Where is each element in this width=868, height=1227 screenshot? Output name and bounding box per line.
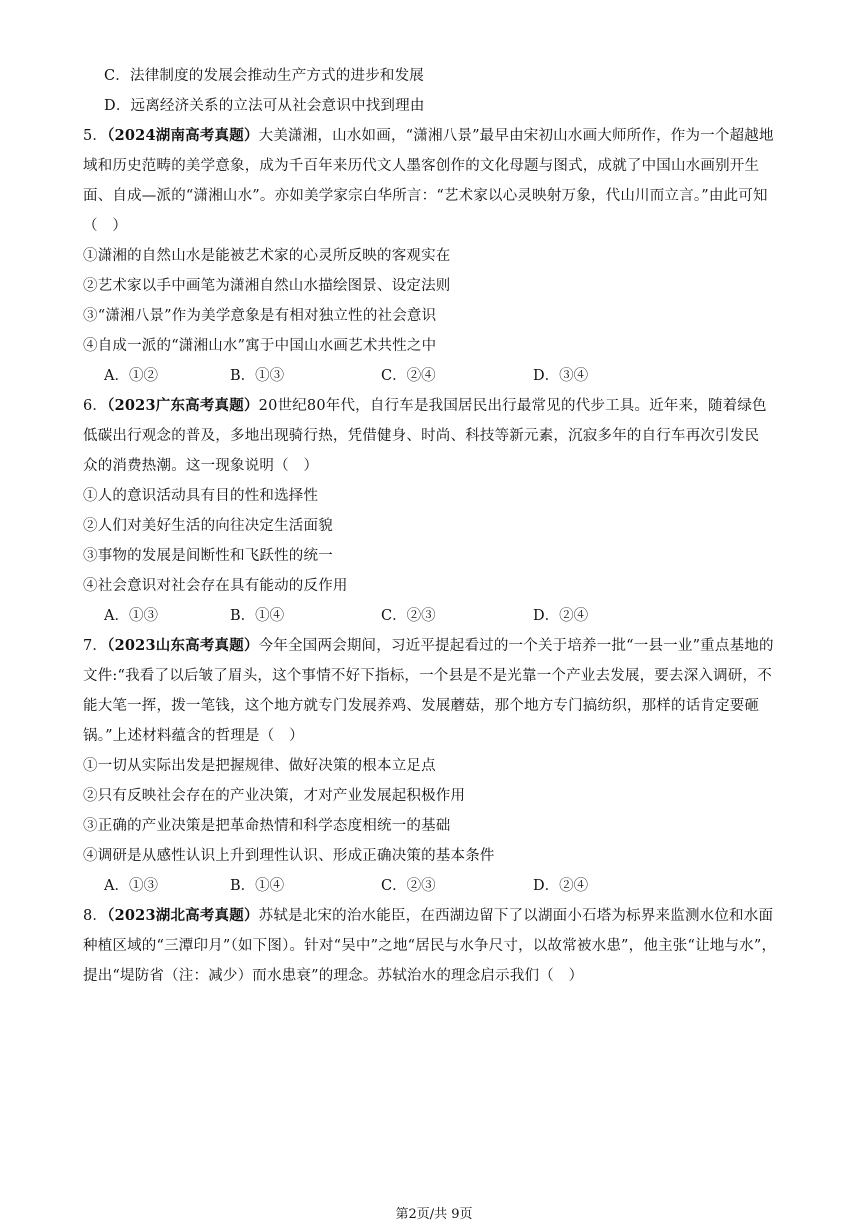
question-source: （2024湖南高考真题） [107,127,259,144]
question-5-line: 域和历史范畴的美学意象，成为千百年来历代文人墨客创作的文化母题与图式，成就了中国山水画别开生 [83,158,760,174]
statement-line: ③正确的产业决策是把革命热情和科学态度相统一的基础 [83,818,451,834]
statement-line: ②人们对美好生活的向往决定生活面貌 [83,518,333,534]
page-footer: 第2页/共 9页 [395,1207,473,1222]
option-d: D．②④ [533,608,589,624]
question-source: （2023湖北高考真题） [107,907,259,924]
question-number: 7． [83,638,108,654]
question-7-line [83,636,774,656]
option-b: B．①③ [230,368,285,384]
statement-line: ①潇湘的自然山水是能被艺术家的心灵所反映的客观实在 [83,248,451,264]
question-source: （2023广东高考真题） [107,397,259,414]
statement-line: ①人的意识活动具有目的性和选择性 [83,488,319,504]
question-text: 大美潇湘，山水如画，“潇湘八景”最早由宋初山水画大师所作，作为一个超越地 [258,128,774,144]
option-line: D．远离经济关系的立法可从社会意识中找到理由 [104,98,425,114]
option-b: B．①④ [230,878,285,894]
question-number: 6． [83,398,108,414]
question-number: 8． [83,908,108,924]
question-7-line: 文件:“我看了以后皱了眉头，这个事情不好下指标，一个县是不是光靠一个产业去发展，要去深入调研，不 [83,668,772,684]
option-c: C．②④ [381,368,436,384]
option-d: D．②④ [533,878,589,894]
question-6-line [83,396,767,416]
question-8-line [83,906,773,926]
statement-line: ④调研是从感性认识上升到理性认识、形成正确决策的基本条件 [83,848,495,864]
question-6-line: 众的消费热潮。这一现象说明（ ） [83,458,319,474]
statement-line: ④自成一派的“潇湘山水”寓于中国山水画艺术共性之中 [83,338,437,354]
statement-line: ②艺术家以手中画笔为潇湘自然山水描绘图景、设定法则 [83,278,451,294]
statement-line: ③“潇湘八景”作为美学意象是有相对独立性的社会意识 [83,308,437,324]
statement-line: ①一切从实际出发是把握规律、做好决策的根本立足点 [83,758,436,774]
question-6-line: 低碳出行观念的普及，多地出现骑行热，凭借健身、时尚、科技等新元素，沉寂多年的自行车再次引发民 [83,428,760,444]
statement-line: ②只有反映社会存在的产业决策，才对产业发展起积极作用 [83,788,466,804]
option-a: A．①② [104,368,158,384]
question-text: 20世纪80年代，自行车是我国居民出行最常见的代步工具。近年来，随着绿色 [258,398,767,414]
option-c: C．②③ [381,878,436,894]
option-d: D．③④ [533,368,589,384]
option-a: A．①③ [104,878,158,894]
question-8-line: 种植区域的“三潭印月”（如下图）。针对“吴中”之地“居民与水争尺寸，以故常被水患”，他主张“让地与水”， [83,938,777,954]
statement-line: ④社会意识对社会存在具有能动的反作用 [83,578,348,594]
question-text: 苏轼是北宋的治水能臣，在西湖边留下了以湖面小石塔为标界来监测水位和水面 [258,908,774,924]
question-5-line: （ ） [83,218,128,234]
question-number: 5． [83,128,108,144]
question-8-line: 提出“堤防省（注：减少）而水患衰”的理念。苏轼治水的理念启示我们（ ） [83,968,584,984]
question-5-line [83,126,774,146]
option-line: C．法律制度的发展会推动生产方式的进步和发展 [104,68,424,84]
option-a: A．①③ [104,608,158,624]
question-source: （2023山东高考真题） [107,637,259,654]
question-5-line: 面、自成—派的“潇湘山水”。亦如美学家宗白华所言：“艺术家以心灵映射万象，代山川而立言。”由此可知 [83,188,768,204]
option-b: B．①④ [230,608,285,624]
question-7-line: 能大笔一挥，拨一笔钱，这个地方就专门发展养鸡、发展蘑菇，那个地方专门搞纺织，那样的话肯定要砸 [83,698,760,714]
statement-line: ③事物的发展是间断性和飞跃性的统一 [83,548,333,564]
question-text: 今年全国两会期间，习近平提起看过的一个关于培养一批“一县一业”重点基地的 [258,638,774,654]
question-7-line: 锅。”上述材料蕴含的哲理是（ ） [83,728,304,744]
option-c: C．②③ [381,608,436,624]
